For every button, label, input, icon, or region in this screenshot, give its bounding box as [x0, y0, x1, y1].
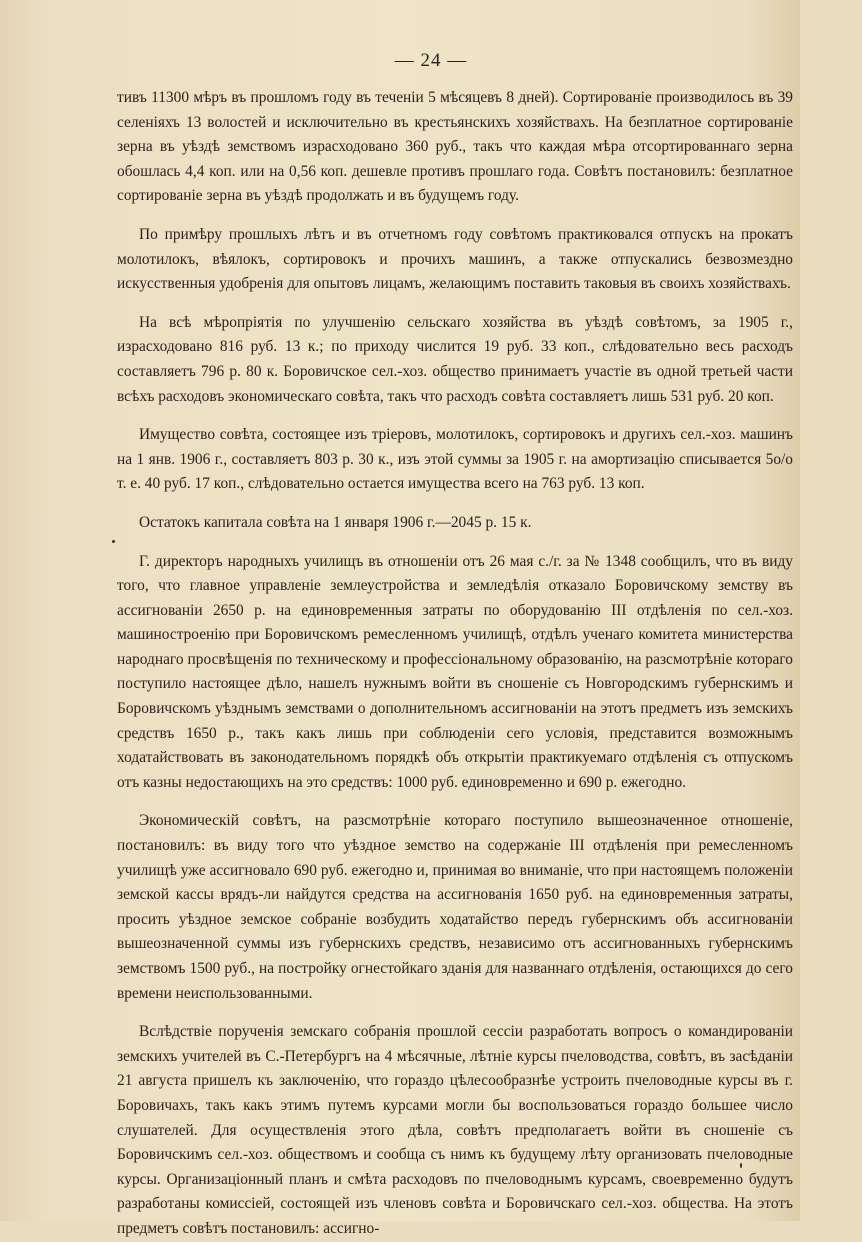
paragraph-capital-balance: Остатокъ капитала совѣта на 1 января 1906 г.—2045 р. 15 к.	[139, 513, 532, 531]
paragraph-property: Имущество совѣта, состоящее изъ тріеровъ, молотилокъ, сортировокъ и другихъ сел.-хоз. машинъ на 1 янв. 1906 г., составляетъ 803 р. 30 к., изъ этой суммы за 1905 г. на амортизацію списывается 5о/о т. е. 40 руб. 17 коп., слѣдовательно остается имущества всего на 763 руб. 13 коп.	[117, 426, 793, 493]
paragraph-machine-rental: По примѣру прошлыхъ лѣтъ и въ отчетномъ году совѣтомъ практиковался отпускъ на прокатъ молотилокъ, вѣялокъ, сортировокъ и прочихъ машинъ, а также отпускались безвозмездно искусственныя удобренія для опытовъ лицамъ, желающимъ поставить таковыя въ своихъ хозяйствахъ.	[117, 225, 793, 293]
paragraph-expenses: На всѣ мѣропріятія по улучшенію сельскаго хозяйства въ уѣздѣ совѣтомъ, за 1905 г., израсходовано 816 руб. 13 к.; по приходу числится 19 руб. 33 коп., слѣдовательно весь расходъ составляетъ 796 р. 80 к. Боровичское сел.-хоз. общество принимаетъ участіе въ одной третьей части всѣхъ расходовъ экономическаго совѣта, такъ что расходъ совѣта составляетъ лишь 531 руб. 20 коп.	[117, 313, 793, 405]
page-number: — 24 —	[394, 50, 468, 71]
paper-speck	[112, 540, 115, 543]
body-text	[117, 86, 793, 1242]
paragraph-sorting-continuation: тивъ 11300 мѣръ въ прошломъ году въ теченіи 5 мѣсяцевъ 8 дней). Сортированіе производилось въ 39 селеніяхъ 13 волостей и исключительно въ крестьянскихъ хозяйствахъ. На безплатное сортированіе зерна въ уѣздѣ земствомъ израсходовано 360 руб., такъ что каждая мѣра отсортированнаго зерна обошлась 4,4 коп. или на 0,56 коп. дешевле противъ прошлаго года. Совѣтъ постановилъ: безплатное сортированіе зерна въ уѣздѣ продолжать и въ будущемъ году.	[117, 89, 793, 205]
paper-speck	[740, 1163, 742, 1168]
paragraph-school-director: Г. директоръ народныхъ училищъ въ отношеніи отъ 26 мая с./г. за № 1348 сообщилъ, что въ виду того, что главное управленіе землеустройства и земледѣлія отказало Боровичскому земству въ ассигнованіи 2650 р. на единовременныя затраты по оборудованію III отдѣленія по сел.-хоз. машиностроенію при Боровичскомъ ремесленномъ училищѣ, отдѣлъ ученаго комитета министерства народнаго просвѣщенія по техническому и профессіональному образованію, на разсмотрѣніе котораго поступило настоящее дѣло, нашелъ нужнымъ войти въ сношеніе съ Новгородскимъ губернскимъ и Боровичскомъ уѣзднымъ земствами о дополнительномъ ассигнованіи на этотъ предметъ изъ земскихъ средствъ 1650 р., такъ какъ лишь при соблюденіи сего условія, представится возможнымъ ходатайствовать въ законодательномъ порядкѣ объ открытіи практикуемаго отдѣленія съ отпускомъ отъ казны недостающихъ на это средствъ: 1000 руб. единовременно и 690 р. ежегодно.	[117, 552, 793, 791]
paragraph-beekeeping-courses: Вслѣдствіе порученія земскаго собранія прошлой сессіи разработать вопросъ о командированіи земскихъ учителей въ С.-Петербургъ на 4 мѣсячные, лѣтніе курсы пчеловодства, совѣтъ, въ засѣданіи 21 августа пришелъ къ заключенію, что гораздо цѣлесообразнѣе устроить пчеловодные курсы въ г. Боровичахъ, такъ какъ этимъ путемъ курсами могли бы воспользоваться гораздо большее число слушателей. Для осуществленія этого дѣла, совѣтъ предполагаетъ войти въ сношеніе съ Боровичскимъ сел.-хоз. обществомъ и сообща съ нимъ къ будущему лѣту организовать пчеловодные курсы. Организаціонный планъ и смѣта расходовъ по пчеловоднымъ курсамъ, своевременно будутъ разработаны комиссіей, состоящей изъ членовъ совѣта и Боровичскаго сел.-хоз. общества. На этотъ предметъ совѣтъ постановилъ: ассигно-	[117, 1023, 793, 1237]
paragraph-council-resolution: Экономическій совѣтъ, на разсмотрѣніе котораго поступило вышеозначенное отношеніе, постановилъ: въ виду того что уѣздное земство на содержаніе III отдѣленія при ремесленномъ училищѣ уже ассигновало 690 руб. ежегодно и, принимая во вниманіе, что при настоящемъ положеніи земской кассы врядъ-ли найдутся средства на ассигнованія 1650 руб. на единовременныя затраты, просить уѣздное земское собраніе возбудить ходатайство передъ губернскимъ объ ассигнованіи вышеозначенной суммы изъ губернскихъ средствъ, независимо отъ ассигнованныхъ губернскимъ земствомъ 1500 руб., на постройку огнестойкаго зданія для названнаго отдѣленія, остающихся до сего времени неиспользованными.	[117, 812, 793, 1002]
